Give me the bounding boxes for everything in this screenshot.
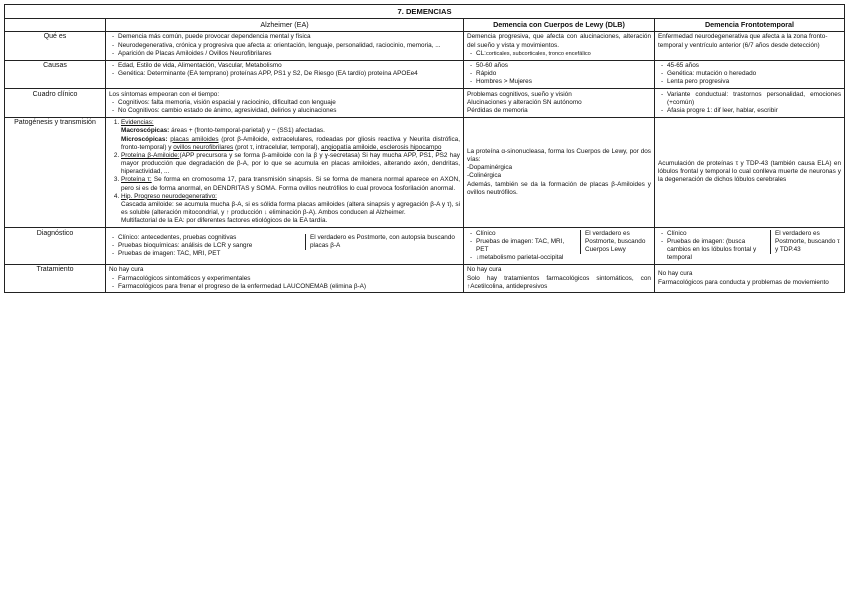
row-tratamiento — [5, 264, 845, 293]
list-item: - Pruebas bioquímicas: análisis de LCR y sangre — [118, 242, 302, 250]
list-item: Alucinaciones y alteración SN autónomo — [467, 98, 582, 106]
header-lewy: Demencia con Cuerpos de Lewy (DLB) — [464, 18, 655, 31]
row-label: Tratamiento — [5, 264, 106, 293]
cell-dlb — [464, 117, 655, 227]
row-causas — [5, 60, 845, 89]
ea-postmortem-note: El verdadero es Postmorte, con autopsia buscando placas β-A — [305, 234, 460, 250]
list-item: - Edad, Estilo de vida, Alimentación, Vascular, Metabolismo — [118, 62, 460, 70]
row-cuadro-clinico — [5, 89, 845, 118]
list-item: Pérdidas de memoria — [467, 106, 528, 114]
list-item: - 45-65 años — [667, 62, 841, 70]
cell-dlb — [464, 31, 655, 60]
list-item: - ↓metabolismo parietal-occipital — [476, 254, 577, 262]
row-patogenesis — [5, 117, 845, 227]
list-item: - Neurodegenerativa, crónica y progresiva que afecta a: orientación, lenguaje, personalidad, raciocinio, memoria, ... — [118, 42, 460, 50]
pba-title: Proteína β-Amiloide: — [121, 151, 180, 159]
row-que-es — [5, 31, 845, 60]
ftd-description: Enfermedad neurodegenerativa que afecta a la zona fronto-temporal y ventrículo anterior (6/7 años desde detección) — [658, 33, 828, 49]
list-item: - Genética: mutación o heredado — [667, 70, 841, 78]
row-label: Cuadro clínico — [5, 89, 106, 118]
row-label: Diagnóstico — [5, 228, 106, 265]
list-item: Problemas cognitivos, sueño y visión — [467, 90, 572, 98]
list-item: - Pruebas de imagen: TAC, MRI, PET — [118, 250, 302, 258]
cell-ea — [106, 60, 464, 89]
header-frontotemporal: Demencia Frontotemporal — [655, 18, 845, 31]
list-item — [121, 119, 460, 152]
cell-ftd — [655, 31, 845, 60]
micro-text-1: (prot β-Amiloide, extracelulares, rodeadas por gliosis reactiva y Neurita distrófica, fronto-temporal) y — [121, 135, 461, 151]
cell-ftd — [655, 264, 845, 293]
row-label: Causas — [5, 60, 106, 89]
micro-text-2: (prot τ, intracelular, temporal), — [235, 143, 320, 151]
cell-ea — [106, 264, 464, 293]
list-item: - Pruebas de imagen: TAC, MRI, PET — [476, 238, 577, 254]
list-item: - No Cognitivos: cambio estado de ánimo, agresividad, delirios y alucinaciones — [118, 107, 460, 115]
header-row — [5, 18, 845, 31]
pt-title: Proteína τ: — [121, 176, 152, 184]
macro-label: Macroscópicas: — [121, 127, 170, 135]
hip-title: Hip. Progreso neurodegenerativo: — [121, 192, 217, 200]
list-item: - Lenta pero progresiva — [667, 78, 841, 86]
cell-ea — [106, 89, 464, 118]
list-item: Farmacológicos para conducta y problemas de moviemiento — [658, 278, 829, 286]
cell-dlb — [464, 89, 655, 118]
cell-dlb — [464, 60, 655, 89]
ftd-postmortem-note: El verdadero es Postmorte, buscando τ y TDP.43 — [770, 230, 841, 255]
micro-placas: placas amiloides — [170, 135, 219, 143]
list-item: - Farmacológicos para frenar el progreso de la enfermedad LAUCONEMAB (elimina β-A) — [118, 283, 460, 291]
ftd-text: Acumulación de proteínas τ y TDP-43 (también causa ELA) en lóbulos frontal y temporal lo cual conlleva muerte de neuronas y la degeneración de dichos lóbulos cerebrales — [658, 160, 842, 184]
list-item: No hay cura — [467, 266, 502, 274]
title-row — [5, 5, 845, 19]
list-item: - Aparición de Placas Amiloides / Ovillos Neurofibrilares — [118, 50, 460, 58]
cell-ea — [106, 228, 464, 265]
cell-dlb — [464, 264, 655, 293]
list-item: - Afasia progre 1: dif leer, hablar, escribir — [667, 107, 841, 115]
cl-label: CL: — [476, 49, 486, 57]
cell-dlb — [464, 228, 655, 265]
ea-intro: Los síntomas empeoran con el tiempo: — [109, 90, 220, 98]
list-item: - Farmacológicos sintomáticos y experimentales — [118, 275, 460, 283]
multifactorial-text: Multifactorial de la EA: por diferentes factores etiológicos de la EA tardía. — [121, 217, 328, 225]
list-item: -Colinérgica — [467, 172, 502, 180]
cell-ftd — [655, 117, 845, 227]
ea-intro: No hay cura — [109, 266, 144, 274]
cell-ftd — [655, 89, 845, 118]
pba-text: (APP precursora y se forma β-amiloide con la β y ɣ-secretasa) Si hay mucha APP, PS1, PS2 hay mayor producción que degradación de β-A, por lo que se acumula en placas amiloides, alterando axón, dendritas, hiperactividad, ... — [121, 151, 460, 176]
list-item: - 50-60 años — [476, 62, 651, 70]
list-item: - Demencia más común, puede provocar dependencia mental y física — [118, 33, 460, 41]
macro-text: áreas + (fronto-temporal-parietal) y − (SS1) afectadas. — [171, 127, 325, 135]
list-item — [121, 152, 460, 177]
cl-text: corticales, subcorticales, tronco encefálico — [485, 50, 591, 57]
micro-angiopatia: angiopatía amiloide, esclerosis hipocampo — [321, 143, 442, 151]
list-item: Además, también se da la formación de placas β-Amiloides y ovillos neutrófilos. — [467, 180, 651, 196]
list-item — [476, 50, 651, 58]
list-item: - Genética: Determinante (EA temprano) proteínas APP, PS1 y S2, De Riesgo (EA tardío) proteína APOEe4 — [118, 70, 460, 78]
header-alzheimer: Alzheimer (EA) — [106, 18, 464, 31]
dlb-postmortem-note: El verdadero es Postmorte, buscando Cuerpos Lewy — [580, 230, 651, 255]
dlb-description: Demencia progresiva, que afecta con alucinaciones, alteración del sueño y vista y movimientos. — [467, 33, 651, 49]
cell-ea — [106, 117, 464, 227]
cell-ea — [106, 31, 464, 60]
list-item: Solo hay tratamientos farmacológicos sintomáticos, con ↑Acetilcolina, antidepresivos — [467, 274, 651, 290]
row-diagnostico — [5, 228, 845, 265]
list-item: - Variante conductual: trastornos personalidad, emociones (+común) — [667, 91, 841, 107]
list-item: - Clínico — [476, 230, 577, 238]
micro-ovillos: ovillos neurofibrilares — [173, 143, 234, 151]
cell-ftd — [655, 228, 845, 265]
list-item: -Dopaminérgica — [467, 164, 513, 172]
micro-label: Microscópicas: — [121, 135, 168, 143]
list-item — [121, 193, 460, 226]
table-title: 7. DEMENCIAS — [5, 5, 845, 19]
row-label: Qué es — [5, 31, 106, 60]
evidence-title: Evidencias: — [121, 119, 154, 127]
list-item — [121, 176, 460, 192]
list-item: La proteína α-sinonucleasa, forma los Cuerpos de Lewy, por dos vías: — [467, 147, 651, 163]
list-item: - Pruebas de imagen: (busca cambios en los lóbulos frontal y temporal — [667, 238, 767, 263]
pt-text: Se forma en cromosoma 17, para transmisión sinapsis. Si se forma de manera normal aparece en AXON, pero si es de forma anormal, en DENDRITAS y SOMA. Forma ovillos neutrófilos lo cual provoca fosforilación anormal. — [121, 176, 461, 192]
list-item: No hay cura — [658, 270, 693, 278]
list-item: - Clínico — [667, 230, 767, 238]
cell-ftd — [655, 60, 845, 89]
header-empty — [5, 18, 106, 31]
row-label: Patogénesis y transmisión — [5, 117, 106, 227]
list-item: - Hombres > Mujeres — [476, 78, 651, 86]
list-item: - Rápido — [476, 70, 651, 78]
list-item: - Cognitivos: falta memoria, visión espacial y raciocinio, dificultad con lenguaje — [118, 99, 460, 107]
dementia-table — [4, 4, 845, 293]
list-item: - Clínico: antecedentes, pruebas cognitivas — [118, 234, 302, 242]
hip-text: Cascada amiloide: se acumula mucha β-A, si es sólida forma placas amiloides (altera sinapsis y agregación β-A y τ), si es soluble (alteración mitocondrial, y ↑ producción ↓ eliminación β-A). Ambos conducen al Alzheimer. — [121, 201, 460, 217]
